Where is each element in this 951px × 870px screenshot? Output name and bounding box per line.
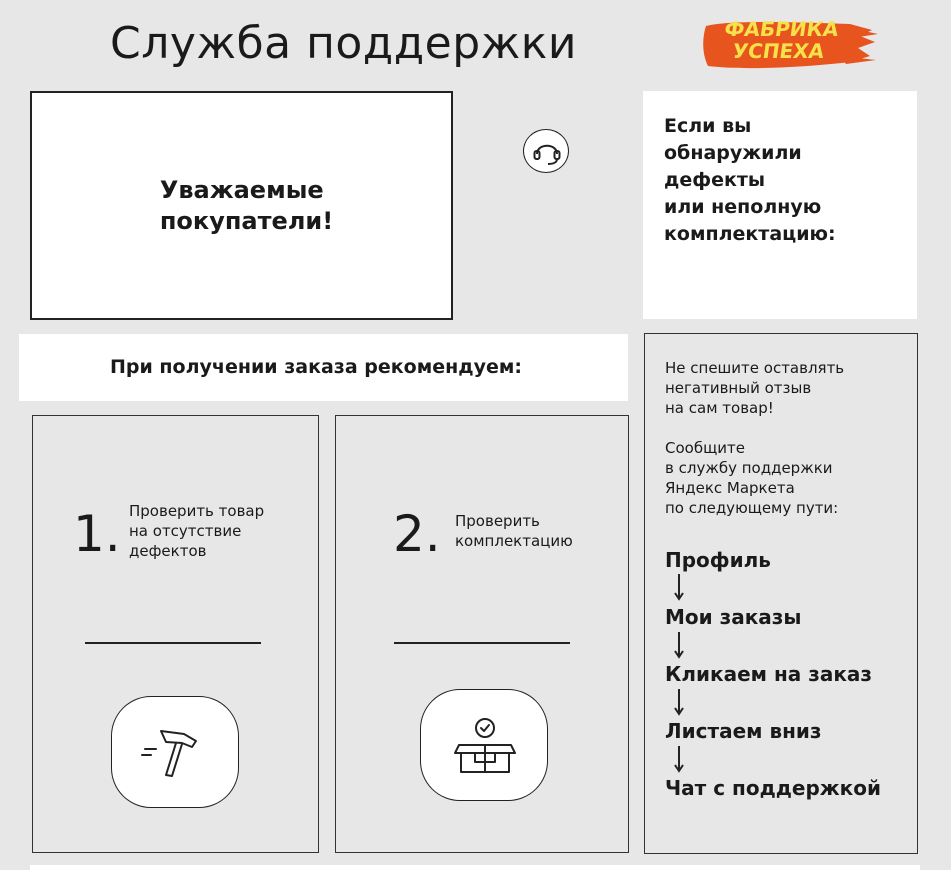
support-path-intro: Не спешите оставлять негативный отзыв на сам товар! Сообщите в службу поддержки Яндекс Маркета по следующему пути: <box>665 359 845 517</box>
box-check-icon-tile <box>420 689 548 801</box>
box-check-icon <box>421 690 549 802</box>
step-divider-2 <box>394 642 570 644</box>
step-text-2: Проверить комплектацию <box>455 512 573 550</box>
support-path-panel <box>644 333 918 854</box>
greeting-box <box>30 91 453 320</box>
defects-note-text: Если вы обнаружили дефекты или неполную комплектацию: <box>664 115 836 245</box>
greeting-text: Уважаемые покупатели! <box>159 175 334 235</box>
path-step-scroll-down: Листаем вниз <box>665 719 822 743</box>
recommend-heading: При получении заказа рекомендуем: <box>110 356 522 378</box>
path-step-profile: Профиль <box>665 548 771 572</box>
step-divider-1 <box>85 642 261 644</box>
headset-icon <box>523 129 569 173</box>
path-step-support-chat: Чат с поддержкой <box>665 776 882 800</box>
page-title: Служба поддержки <box>110 18 577 69</box>
hammer-icon-tile <box>111 696 239 808</box>
arrow-down-icon <box>673 630 685 660</box>
step-card-2 <box>335 415 629 853</box>
defects-note-box <box>643 91 917 319</box>
logo-line1: ФАБРИКА <box>722 17 841 41</box>
logo-line2: УСПЕХА <box>731 39 826 63</box>
arrow-down-icon <box>673 687 685 717</box>
path-step-click-order: Кликаем на заказ <box>665 662 873 686</box>
step-text-1: Проверить товар на отсутствие дефектов <box>129 502 265 560</box>
path-step-orders: Мои заказы <box>665 605 802 629</box>
brand-logo <box>700 16 880 72</box>
logo-text <box>697 18 863 62</box>
step-number-1: 1. <box>73 505 121 563</box>
recommend-bar <box>19 334 628 401</box>
step-number-2: 2. <box>393 505 441 563</box>
step-card-1 <box>32 415 319 853</box>
bottom-strip <box>30 865 920 870</box>
arrow-down-icon <box>673 744 685 774</box>
hammer-icon <box>112 697 240 809</box>
arrow-down-icon <box>673 572 685 602</box>
